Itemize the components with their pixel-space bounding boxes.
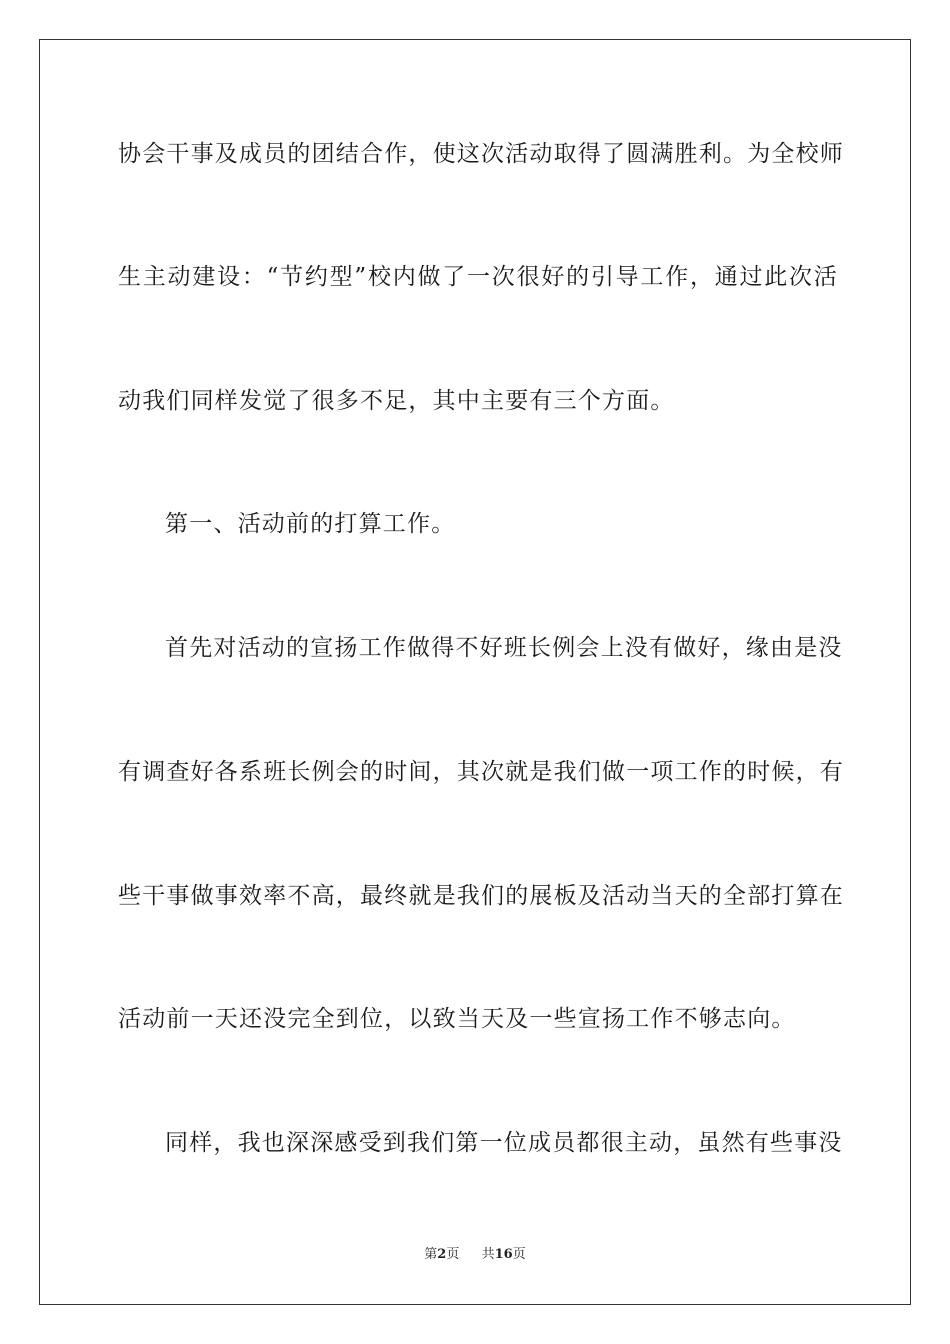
section-heading: 第一、活动前的打算工作。 xyxy=(165,511,456,537)
paragraph-line: 动我们同样发觉了很多不足，其中主要有三个方面。 xyxy=(118,388,675,414)
page-total-suffix: 页 xyxy=(512,1247,526,1262)
page-footer xyxy=(0,1246,950,1264)
paragraph-line: 首先对活动的宣扬工作做得不好班长例会上没有做好，缘由是没 xyxy=(165,635,843,661)
page-total-prefix: 共 xyxy=(481,1247,495,1262)
paragraph-line: 协会干事及成员的团结合作，使这次活动取得了圆满胜利。为全校师 xyxy=(118,141,844,167)
page-number-suffix: 页 xyxy=(446,1247,460,1262)
page-border xyxy=(39,39,911,1305)
page-number-current: 2 xyxy=(437,1247,447,1262)
paragraph-line: 生主动建设：“节约型”校内做了一次很好的引导工作，通过此次活 xyxy=(118,264,838,290)
page-number-prefix: 第 xyxy=(424,1247,438,1262)
paragraph-line: 些干事做事效率不高，最终就是我们的展板及活动当天的全部打算在 xyxy=(118,883,844,909)
paragraph-line: 活动前一天还没完全到位，以致当天及一些宣扬工作不够志向。 xyxy=(118,1006,796,1032)
paragraph-line: 同样，我也深深感受到我们第一位成员都很主动，虽然有些事没 xyxy=(165,1130,843,1156)
paragraph-line: 有调查好各系班长例会的时间，其次就是我们做一项工作的时候，有 xyxy=(118,759,844,785)
page-total-count: 16 xyxy=(494,1247,513,1262)
